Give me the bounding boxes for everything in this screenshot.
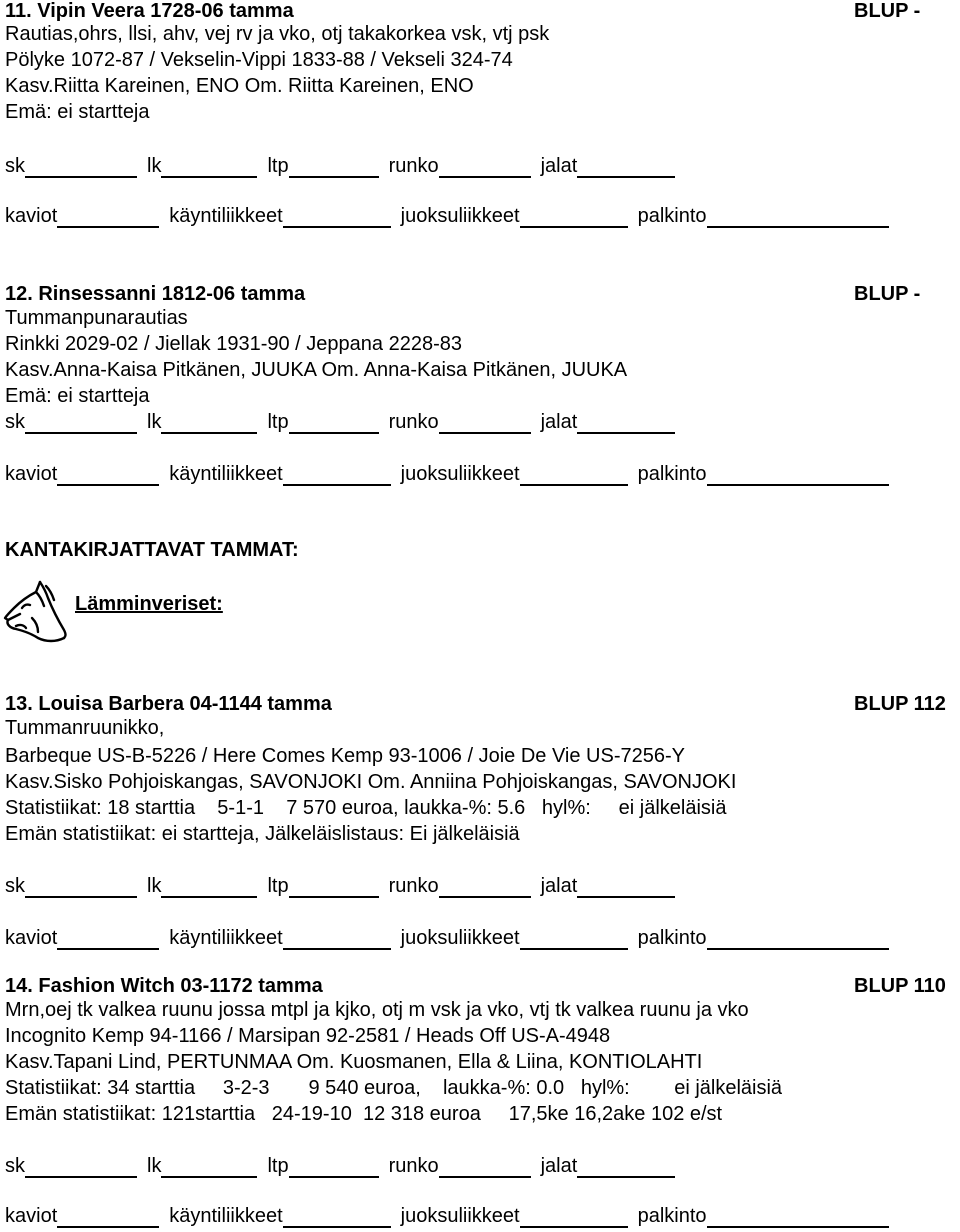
entry-line: Statistiikat: 34 starttia 3-2-3 9 540 euroa, laukka-%: 0.0 hyl%: ei jälkeläisiä — [5, 1077, 783, 1099]
entry-line: Barbeque US-B-5226 / Here Comes Kemp 93-1006 / Joie De Vie US-7256-Y — [5, 745, 685, 767]
runko-blank[interactable] — [439, 412, 531, 434]
evaluation-row-2 — [5, 1204, 899, 1228]
field-label-sk: sk — [5, 411, 25, 433]
jalat-blank[interactable] — [577, 156, 675, 178]
evaluation-row-1 — [5, 874, 685, 898]
runko-blank[interactable] — [439, 156, 531, 178]
palkinto-blank[interactable] — [707, 928, 889, 950]
field-label-runko: runko — [388, 875, 439, 897]
field-label-juoksuliikkeet: juoksuliikkeet — [400, 1205, 520, 1227]
palkinto-blank[interactable] — [707, 206, 889, 228]
sk-blank[interactable] — [25, 1156, 137, 1178]
field-label-sk: sk — [5, 1155, 25, 1177]
field-label-kaviot: kaviot — [5, 205, 58, 227]
blup-value: BLUP - — [854, 0, 921, 22]
lk-blank[interactable] — [161, 876, 257, 898]
field-label-ltp: ltp — [267, 875, 289, 897]
juoksuliikkeet-blank[interactable] — [520, 206, 628, 228]
entry-line: Emän statistiikat: ei startteja, Jälkeläislistaus: Ei jälkeläisiä — [5, 823, 520, 845]
entry-line: Kasv.Riitta Kareinen, ENO Om. Riitta Kareinen, ENO — [5, 75, 474, 97]
sk-blank[interactable] — [25, 876, 137, 898]
palkinto-blank[interactable] — [707, 464, 889, 486]
field-label-ltp: ltp — [267, 1155, 289, 1177]
entry-line: Tummanruunikko, — [5, 717, 165, 739]
field-label-kayntiliikkeet: käyntiliikkeet — [169, 927, 283, 949]
field-label-ltp: ltp — [267, 411, 289, 433]
field-label-juoksuliikkeet: juoksuliikkeet — [400, 463, 520, 485]
sk-blank[interactable] — [25, 156, 137, 178]
lk-blank[interactable] — [161, 412, 257, 434]
field-label-jalat: jalat — [540, 411, 578, 433]
sk-blank[interactable] — [25, 412, 137, 434]
field-label-ltp: ltp — [267, 155, 289, 177]
evaluation-row-1 — [5, 1154, 685, 1178]
lk-blank[interactable] — [161, 1156, 257, 1178]
entry-line: Kasv.Anna-Kaisa Pitkänen, JUUKA Om. Anna-Kaisa Pitkänen, JUUKA — [5, 359, 628, 381]
field-label-kayntiliikkeet: käyntiliikkeet — [169, 1205, 283, 1227]
entry-heading: 11. Vipin Veera 1728-06 tamma — [5, 0, 294, 22]
field-label-lk: lk — [147, 155, 162, 177]
field-label-lk: lk — [147, 411, 162, 433]
section-title: KANTAKIRJATTAVAT TAMMAT: — [5, 539, 299, 561]
ltp-blank[interactable] — [289, 412, 379, 434]
kayntiliikkeet-blank[interactable] — [283, 928, 391, 950]
juoksuliikkeet-blank[interactable] — [520, 1206, 628, 1228]
field-label-runko: runko — [388, 411, 439, 433]
entry-line: Rinkki 2029-02 / Jiellak 1931-90 / Jeppana 2228-83 — [5, 333, 462, 355]
blup-value: BLUP 112 — [854, 693, 946, 715]
ltp-blank[interactable] — [289, 876, 379, 898]
field-label-kaviot: kaviot — [5, 463, 58, 485]
entry-line: Tummanpunarautias — [5, 307, 188, 329]
field-label-jalat: jalat — [540, 155, 578, 177]
entry-line: Pölyke 1072-87 / Vekselin-Vippi 1833-88 / Vekseli 324-74 — [5, 49, 513, 71]
horse-head-icon — [2, 578, 72, 644]
entry-line: Statistiikat: 18 starttia 5-1-1 7 570 euroa, laukka-%: 5.6 hyl%: ei jälkeläisiä — [5, 797, 727, 819]
lk-blank[interactable] — [161, 156, 257, 178]
entry-heading: 12. Rinsessanni 1812-06 tamma — [5, 283, 306, 305]
evaluation-row-2 — [5, 204, 899, 228]
entry-line: Rautias,ohrs, llsi, ahv, vej rv ja vko, otj takakorkea vsk, vtj psk — [5, 23, 550, 45]
juoksuliikkeet-blank[interactable] — [520, 464, 628, 486]
jalat-blank[interactable] — [577, 412, 675, 434]
entry-line: Emän statistiikat: 121starttia 24-19-10 12 318 euroa 17,5ke 16,2ake 102 e/st — [5, 1103, 723, 1125]
blup-value: BLUP 110 — [854, 975, 946, 997]
jalat-blank[interactable] — [577, 876, 675, 898]
kaviot-blank[interactable] — [57, 1206, 159, 1228]
runko-blank[interactable] — [439, 1156, 531, 1178]
kaviot-blank[interactable] — [57, 206, 159, 228]
evaluation-row-2 — [5, 462, 899, 486]
entry-line: Emä: ei startteja — [5, 385, 150, 407]
juoksuliikkeet-blank[interactable] — [520, 928, 628, 950]
field-label-palkinto: palkinto — [637, 1205, 707, 1227]
runko-blank[interactable] — [439, 876, 531, 898]
field-label-palkinto: palkinto — [637, 463, 707, 485]
field-label-kaviot: kaviot — [5, 927, 58, 949]
field-label-lk: lk — [147, 875, 162, 897]
field-label-jalat: jalat — [540, 1155, 578, 1177]
kayntiliikkeet-blank[interactable] — [283, 1206, 391, 1228]
entry-heading: 14. Fashion Witch 03-1172 tamma — [5, 975, 323, 997]
field-label-lk: lk — [147, 1155, 162, 1177]
field-label-jalat: jalat — [540, 875, 578, 897]
field-label-palkinto: palkinto — [637, 927, 707, 949]
evaluation-row-1 — [5, 154, 685, 178]
field-label-kaviot: kaviot — [5, 1205, 58, 1227]
field-label-palkinto: palkinto — [637, 205, 707, 227]
field-label-juoksuliikkeet: juoksuliikkeet — [400, 205, 520, 227]
entry-heading: 13. Louisa Barbera 04-1144 tamma — [5, 693, 332, 715]
ltp-blank[interactable] — [289, 1156, 379, 1178]
entry-line: Incognito Kemp 94-1166 / Marsipan 92-2581 / Heads Off US-A-4948 — [5, 1025, 611, 1047]
entry-line: Emä: ei startteja — [5, 101, 150, 123]
entry-line: Kasv.Tapani Lind, PERTUNMAA Om. Kuosmanen, Ella & Liina, KONTIOLAHTI — [5, 1051, 703, 1073]
kaviot-blank[interactable] — [57, 464, 159, 486]
palkinto-blank[interactable] — [707, 1206, 889, 1228]
field-label-sk: sk — [5, 155, 25, 177]
field-label-kayntiliikkeet: käyntiliikkeet — [169, 463, 283, 485]
field-label-runko: runko — [388, 1155, 439, 1177]
entry-line: Mrn,oej tk valkea ruunu jossa mtpl ja kjko, otj m vsk ja vko, vtj tk valkea ruunu ja vko — [5, 999, 749, 1021]
kaviot-blank[interactable] — [57, 928, 159, 950]
entry-line: Kasv.Sisko Pohjoiskangas, SAVONJOKI Om. Anniina Pohjoiskangas, SAVONJOKI — [5, 771, 737, 793]
ltp-blank[interactable] — [289, 156, 379, 178]
field-label-runko: runko — [388, 155, 439, 177]
field-label-kayntiliikkeet: käyntiliikkeet — [169, 205, 283, 227]
subsection-title: Lämminveriset: — [75, 593, 223, 615]
field-label-sk: sk — [5, 875, 25, 897]
kayntiliikkeet-blank[interactable] — [283, 464, 391, 486]
evaluation-row-1 — [5, 410, 685, 434]
kayntiliikkeet-blank[interactable] — [283, 206, 391, 228]
jalat-blank[interactable] — [577, 1156, 675, 1178]
field-label-juoksuliikkeet: juoksuliikkeet — [400, 927, 520, 949]
blup-value: BLUP - — [854, 283, 921, 305]
evaluation-row-2 — [5, 926, 899, 950]
